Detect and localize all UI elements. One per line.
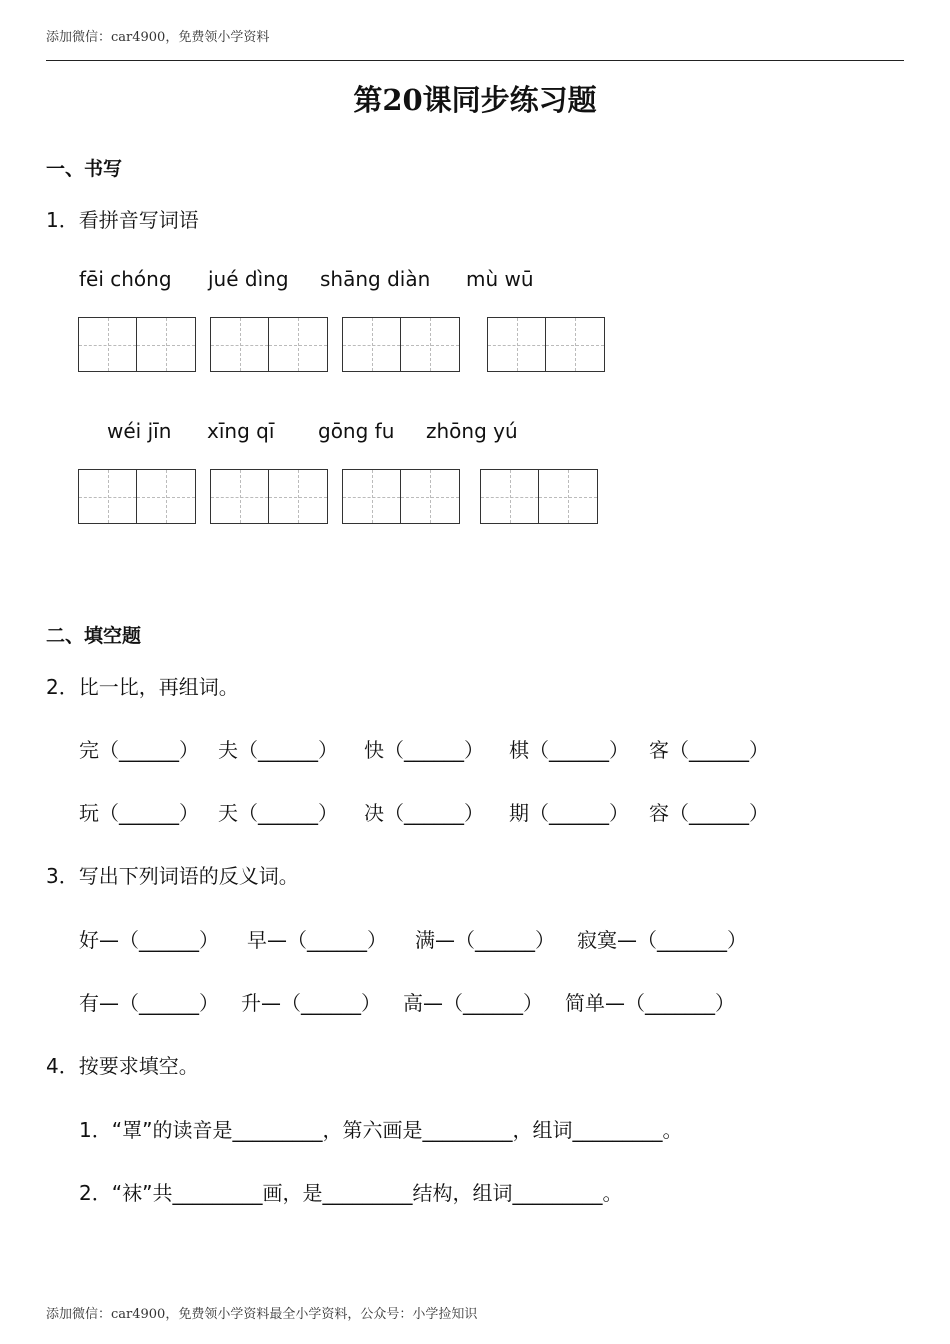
writing-grid-box[interactable] [210, 469, 328, 524]
compare-item: 棋（______） [509, 738, 629, 762]
antonym-item: 有—（______） [79, 991, 219, 1015]
fill-item-1: 1．“罩”的读音是_________，第六画是_________，组词_________。 [79, 1118, 683, 1142]
pinyin-label: zhōng yú [426, 419, 518, 443]
compare-item: 天（______） [218, 801, 338, 825]
writing-grid-box[interactable] [78, 317, 196, 372]
compare-item: 玩（______） [79, 801, 199, 825]
page-footer: 添加微信：car4900，免费领小学资料最全小学资料，公众号：小学捡知识 [46, 1307, 478, 1322]
writing-grid-box[interactable] [78, 469, 196, 524]
pinyin-label: xīng qī [207, 419, 275, 443]
question-1-label: 1．看拼音写词语 [46, 208, 199, 232]
compare-item: 快（______） [364, 738, 484, 762]
compare-item: 期（______） [509, 801, 629, 825]
writing-grid-box[interactable] [480, 469, 598, 524]
compare-item: 决（______） [364, 801, 484, 825]
writing-grid-box[interactable] [342, 317, 460, 372]
compare-item: 容（______） [649, 801, 769, 825]
pinyin-label: shāng diàn [320, 267, 431, 291]
pinyin-label: gōng fu [318, 419, 395, 443]
page-header: 添加微信：car4900，免费领小学资料 [46, 30, 270, 45]
writing-grid-box[interactable] [487, 317, 605, 372]
antonym-item: 升—（______） [241, 991, 381, 1015]
antonym-item: 简单—（_______） [565, 991, 735, 1015]
question-2-label: 2．比一比，再组词。 [46, 675, 239, 699]
antonym-item: 高—（______） [403, 991, 543, 1015]
pinyin-label: jué dìng [208, 267, 289, 291]
antonym-item: 早—（______） [247, 928, 387, 952]
pinyin-label: mù wū [466, 267, 534, 291]
compare-item: 客（______） [649, 738, 769, 762]
antonym-item: 满—（______） [415, 928, 555, 952]
antonym-item: 好—（______） [79, 928, 219, 952]
page-title: 第20课同步练习题 [353, 83, 597, 117]
fill-item-2: 2．“袜”共_________画，是_________结构，组词_________。 [79, 1181, 623, 1205]
writing-grid-box[interactable] [342, 469, 460, 524]
compare-item: 夫（______） [218, 738, 338, 762]
header-divider [46, 60, 904, 61]
writing-grid-box[interactable] [210, 317, 328, 372]
antonym-item: 寂寞—（_______） [577, 928, 747, 952]
compare-item: 完（______） [79, 738, 199, 762]
question-4-label: 4．按要求填空。 [46, 1054, 199, 1078]
question-3-label: 3．写出下列词语的反义词。 [46, 864, 299, 888]
section-heading-writing: 一、书写 [46, 158, 123, 180]
section-heading-fill-blank: 二、填空题 [46, 625, 142, 647]
pinyin-label: fēi chóng [79, 267, 172, 291]
pinyin-label: wéi jīn [107, 419, 172, 443]
